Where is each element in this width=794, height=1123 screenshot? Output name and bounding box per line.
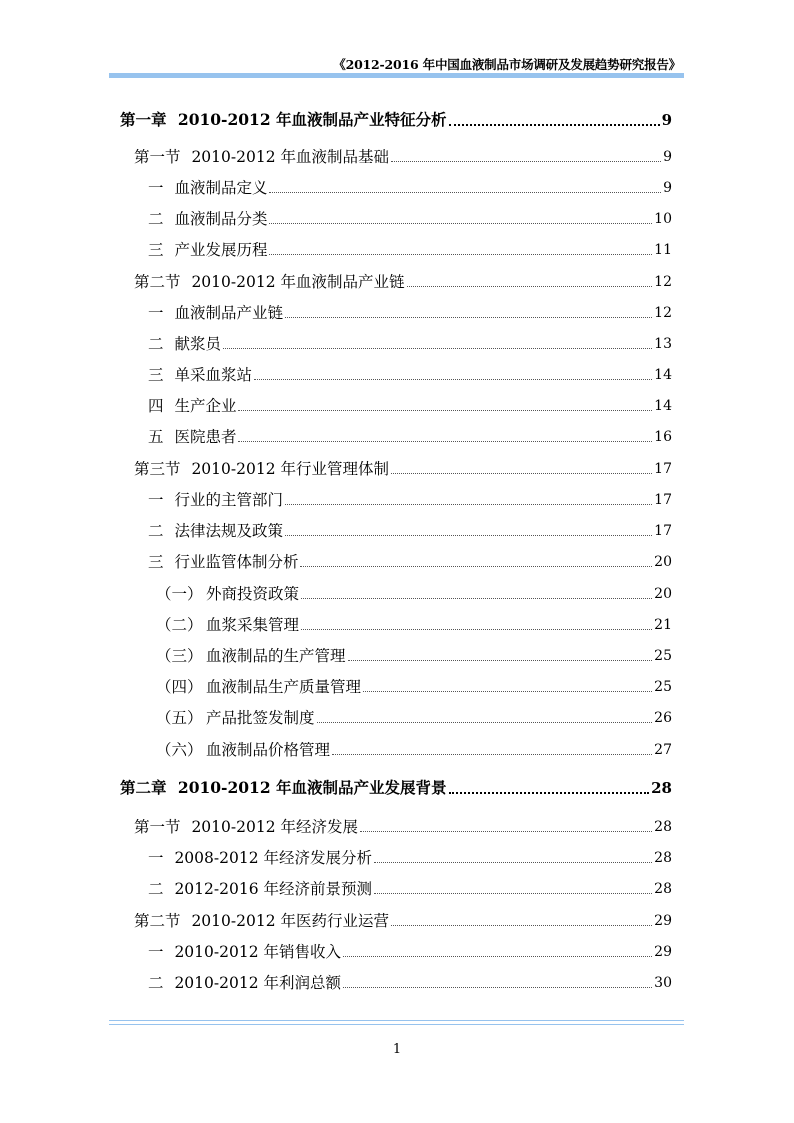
- toc-subsection-entry[interactable]: [120, 546, 672, 572]
- toc-page-number: 14: [654, 367, 672, 383]
- toc-subsection-entry[interactable]: [120, 421, 672, 447]
- toc-entry-title: 血液制品价格管理: [206, 741, 331, 759]
- toc-subsection-entry[interactable]: [120, 297, 672, 323]
- toc-entry-title: 2010-2012 年利润总额: [169, 974, 341, 992]
- toc-entry-number: 第二节: [134, 273, 181, 291]
- toc-entry-label: [120, 365, 252, 385]
- toc-entry-number: （四）: [156, 678, 203, 696]
- toc-entry-title: 2010-2012 年血液制品基础: [186, 148, 390, 166]
- toc-entry-title: 产品批签发制度: [206, 709, 315, 727]
- toc-page-number: 28: [654, 819, 672, 835]
- toc-subsection-entry[interactable]: [120, 640, 672, 666]
- toc-entry-number: （三）: [156, 647, 203, 665]
- toc-entry-label: [120, 178, 267, 198]
- toc-dot-leader: [449, 123, 660, 126]
- toc-subsection-entry[interactable]: [120, 734, 672, 760]
- toc-subsection-entry[interactable]: [120, 359, 672, 385]
- toc-dot-leader: [391, 160, 661, 162]
- toc-entry-title: 血浆采集管理: [206, 616, 300, 634]
- toc-page-number: 29: [654, 913, 672, 929]
- toc-entry-title: 血液制品产业链: [169, 304, 283, 322]
- toc-entry-number: 二: [148, 335, 164, 353]
- footer-rule: [109, 1024, 684, 1025]
- toc-entry-number: 二: [148, 974, 164, 992]
- toc-dot-leader: [407, 285, 653, 287]
- toc-subsection-entry[interactable]: [120, 609, 672, 635]
- toc-section-entry[interactable]: [120, 905, 672, 931]
- toc-entry-title: 2010-2012 年医药行业运营: [186, 912, 390, 930]
- toc-chapter-entry[interactable]: [120, 772, 672, 798]
- toc-entry-title: 2012-2016 年经济前景预测: [169, 880, 373, 898]
- toc-entry-label: [120, 110, 447, 130]
- header-rule: [109, 73, 684, 78]
- toc-page-number: 29: [654, 944, 672, 960]
- toc-dot-leader: [254, 378, 652, 380]
- toc-entry-title: 血液制品定义: [169, 179, 268, 197]
- toc-entry-title: 行业的主管部门: [169, 491, 283, 509]
- toc-entry-label: [120, 552, 298, 572]
- report-title: 《2012-2016 年中国血液制品市场调研及发展趋势研究报告》: [333, 57, 681, 72]
- toc-entry-label: [120, 490, 283, 510]
- toc-entry-title: 行业监管体制分析: [169, 553, 299, 571]
- toc-dot-leader: [269, 191, 661, 193]
- toc-entry-title: 血液制品分类: [169, 210, 268, 228]
- toc-chapter-entry[interactable]: [120, 104, 672, 130]
- toc-entry-label: [120, 879, 372, 899]
- toc-dot-leader: [285, 503, 652, 505]
- toc-entry-label: [120, 817, 358, 837]
- toc-dot-leader: [285, 534, 652, 536]
- toc-dot-leader: [238, 440, 652, 442]
- toc-entry-title: 2010-2012 年行业管理体制: [186, 460, 390, 478]
- toc-page-number: 9: [661, 111, 672, 129]
- toc-section-entry[interactable]: [120, 811, 672, 837]
- toc-section-entry[interactable]: [120, 266, 672, 292]
- toc-entry-title: 献浆员: [169, 335, 221, 353]
- toc-page-number: 17: [654, 461, 672, 477]
- toc-entry-number: （二）: [156, 616, 203, 634]
- toc-page-number: 13: [654, 336, 672, 352]
- toc-dot-leader: [301, 597, 652, 599]
- toc-entry-number: 第一节: [134, 818, 181, 836]
- toc-dot-leader: [343, 986, 652, 988]
- toc-entry-number: 二: [148, 522, 164, 540]
- toc-page-number: 20: [654, 586, 672, 602]
- toc-dot-leader: [269, 222, 652, 224]
- toc-entry-number: 二: [148, 880, 164, 898]
- toc-page-number: 9: [663, 149, 672, 165]
- toc-entry-title: 生产企业: [169, 397, 237, 415]
- toc-entry-label: [120, 708, 315, 728]
- toc-subsection-entry[interactable]: [120, 515, 672, 541]
- toc-subsection-entry[interactable]: [120, 390, 672, 416]
- toc-entry-title: 血液制品生产质量管理: [206, 678, 362, 696]
- toc-dot-leader: [449, 791, 650, 794]
- toc-subsection-entry[interactable]: [120, 873, 672, 899]
- toc-entry-label: [120, 147, 389, 167]
- toc-entry-number: 三: [148, 241, 164, 259]
- toc-entry-title: 2008-2012 年经济发展分析: [169, 849, 373, 867]
- toc-entry-number: 三: [148, 366, 164, 384]
- toc-section-entry[interactable]: [120, 141, 672, 167]
- toc-page-number: 28: [654, 850, 672, 866]
- toc-entry-label: [120, 521, 283, 541]
- toc-dot-leader: [317, 721, 653, 723]
- toc-dot-leader: [301, 628, 652, 630]
- toc-entry-title: 2010-2012 年血液制品产业链: [186, 273, 405, 291]
- toc-subsection-entry[interactable]: [120, 702, 672, 728]
- toc-entry-number: 一: [148, 179, 164, 197]
- toc-dot-leader: [238, 409, 652, 411]
- toc-dot-leader: [332, 753, 652, 755]
- toc-entry-number: 第二节: [134, 912, 181, 930]
- toc-dot-leader: [343, 955, 652, 957]
- toc-dot-leader: [300, 565, 652, 567]
- toc-page-number: 28: [654, 881, 672, 897]
- toc-page-number: 20: [654, 554, 672, 570]
- toc-page-number: 27: [654, 742, 672, 758]
- toc-dot-leader: [374, 892, 652, 894]
- toc-page-number: 12: [654, 305, 672, 321]
- toc-entry-number: 第二章: [120, 778, 167, 797]
- toc-entry-number: 四: [148, 397, 164, 415]
- toc-subsection-entry[interactable]: [120, 172, 672, 198]
- toc-entry-label: [120, 942, 341, 962]
- toc-page-number: 30: [654, 975, 672, 991]
- toc-page-number: 11: [654, 242, 672, 258]
- toc-entry-label: [120, 427, 236, 447]
- toc-dot-leader: [360, 830, 652, 832]
- toc-entry-label: [120, 584, 299, 604]
- toc-entry-title: 法律法规及政策: [169, 522, 283, 540]
- toc-dot-leader: [348, 659, 653, 661]
- toc-entry-number: （五）: [156, 709, 203, 727]
- toc-dot-leader: [269, 253, 652, 255]
- toc-entry-label: [120, 778, 447, 798]
- toc-page-number: 10: [654, 211, 672, 227]
- toc-entry-label: [120, 973, 341, 993]
- toc-entry-title: 医院患者: [169, 428, 237, 446]
- toc-entry-label: [120, 272, 405, 292]
- toc-entry-number: 三: [148, 553, 164, 571]
- toc-entry-title: 产业发展历程: [169, 241, 268, 259]
- toc-subsection-entry[interactable]: [120, 967, 672, 993]
- toc-entry-title: 2010-2012 年销售收入: [169, 943, 341, 961]
- toc-entry-label: [120, 303, 283, 323]
- toc-subsection-entry[interactable]: [120, 234, 672, 260]
- toc-page-number: 25: [654, 679, 672, 695]
- toc-entry-label: [120, 615, 299, 635]
- footer-rule: [109, 1020, 684, 1021]
- page-number: 1: [392, 1042, 402, 1057]
- toc-subsection-entry[interactable]: [120, 578, 672, 604]
- toc-page-number: 14: [654, 398, 672, 414]
- toc-dot-leader: [363, 690, 652, 692]
- toc-entry-label: [120, 740, 330, 760]
- toc-page-number: 26: [654, 710, 672, 726]
- toc-entry-number: 一: [148, 304, 164, 322]
- toc-entry-label: [120, 240, 267, 260]
- toc-subsection-entry[interactable]: [120, 203, 672, 229]
- toc-page-number: 12: [654, 274, 672, 290]
- toc-entry-label: [120, 396, 236, 416]
- toc-dot-leader: [391, 924, 652, 926]
- toc-page-number: 21: [654, 617, 672, 633]
- toc-page-number: 16: [654, 429, 672, 445]
- toc-dot-leader: [285, 316, 652, 318]
- toc-entry-label: [120, 677, 361, 697]
- toc-entry-number: 一: [148, 849, 164, 867]
- toc-entry-title: 血液制品的生产管理: [206, 647, 346, 665]
- toc-dot-leader: [391, 472, 652, 474]
- toc-entry-label: [120, 209, 267, 229]
- toc-subsection-entry[interactable]: [120, 842, 672, 868]
- toc-entry-number: 二: [148, 210, 164, 228]
- toc-entry-number: （一）: [156, 585, 203, 603]
- toc-section-entry[interactable]: [120, 453, 672, 479]
- toc-subsection-entry[interactable]: [120, 671, 672, 697]
- toc-dot-leader: [223, 347, 652, 349]
- toc-entry-number: 一: [148, 943, 164, 961]
- toc-entry-label: [120, 848, 372, 868]
- toc-page-number: 17: [654, 523, 672, 539]
- toc-entry-number: 第三节: [134, 460, 181, 478]
- toc-entry-title: 外商投资政策: [206, 585, 300, 603]
- toc-entry-title: 2010-2012 年经济发展: [186, 818, 358, 836]
- toc-entry-label: [120, 334, 221, 354]
- toc-entry-title: 2010-2012 年血液制品产业发展背景: [172, 778, 447, 797]
- toc-entry-number: 一: [148, 491, 164, 509]
- toc-entry-number: 五: [148, 428, 164, 446]
- toc-page-number: 17: [654, 492, 672, 508]
- toc-subsection-entry[interactable]: [120, 484, 672, 510]
- toc-subsection-entry[interactable]: [120, 328, 672, 354]
- toc-entry-number: （六）: [156, 741, 203, 759]
- toc-entry-label: [120, 459, 389, 479]
- toc-subsection-entry[interactable]: [120, 936, 672, 962]
- toc-entry-label: [120, 646, 346, 666]
- toc-page-number: 9: [663, 180, 672, 196]
- toc-page-number: 25: [654, 648, 672, 664]
- toc-entry-title: 单采血浆站: [169, 366, 252, 384]
- toc-entry-number: 第一章: [120, 110, 167, 129]
- toc-entry-label: [120, 911, 389, 931]
- toc-entry-title: 2010-2012 年血液制品产业特征分析: [172, 110, 447, 129]
- toc-dot-leader: [374, 861, 652, 863]
- toc-entry-number: 第一节: [134, 148, 181, 166]
- toc-page-number: 28: [651, 779, 672, 797]
